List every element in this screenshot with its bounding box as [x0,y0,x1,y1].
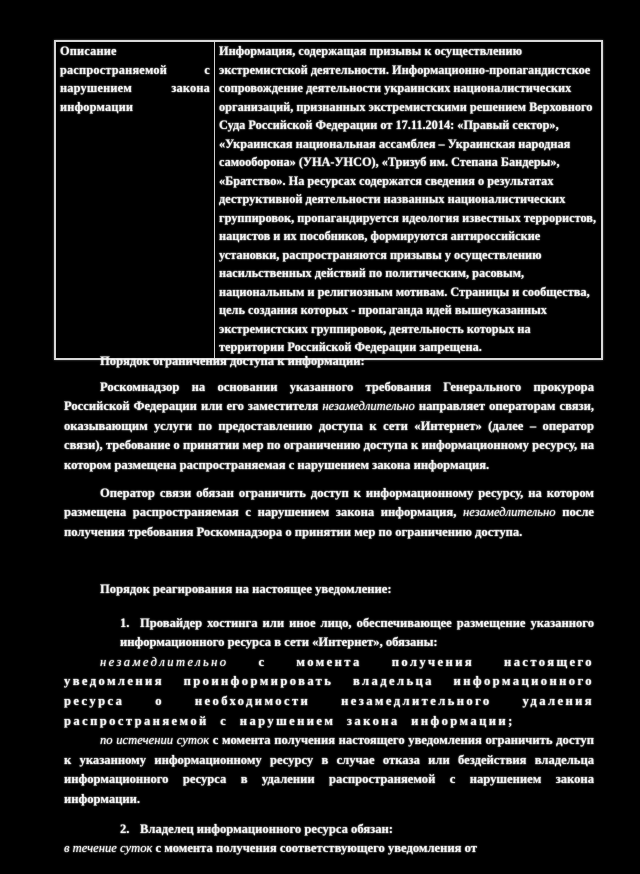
paragraph-text: Роскомнадзор на основании указанного требования Генерального прокурора Российской Федерации или его заместителя [64,379,594,414]
emphasis-text: по истечении суток [100,733,210,748]
list-number: 1. [120,615,130,630]
access-restriction-section [64,352,594,542]
table-label-cell: Описание распространяемой с нарушением закона информации [55,41,215,359]
paragraph-owner-within-day [64,839,594,859]
paragraph-roskomnadzor [64,378,594,476]
section-heading-access-restriction: Порядок ограничения доступа к информации: [100,354,365,368]
emphasis-text: незамедлительно [100,654,229,669]
list-item-text: Владелец информационного ресурса обязан: [140,821,393,836]
paragraph-text: с момента получения настоящего уведомления проинформировать владельца информационного ресурса о необходимости незамедлительного удаления распространяемой с нарушением закона информации; [64,654,594,728]
table-row [55,41,602,359]
emphasis-text: незамедлительно [322,399,415,414]
paragraph-operator [64,484,594,543]
paragraph-text: направляет операторам связи, оказывающим услуги по предоставлению доступа к сети «Интернет» (далее – оператор связи), требование о принятии мер по ограничению доступа к информационному ресурсу, на котором размещена распространяемая с нарушением закона информация. [64,399,594,472]
information-description-table [54,40,603,360]
paragraph-text: Оператор связи обязан ограничить доступ к информационному ресурсу, на котором размещена распространяемая с нарушением закона информация, [64,485,594,520]
list-item-hosting-provider [64,614,594,653]
paragraph-hosting-restrict [64,731,594,809]
paragraph-text: с момента получения настоящего уведомления ограничить доступ к указанному информационному ресурсу в случае отказа или бездействия владельца информационного ресурса в удалении распространяемой с нарушением закона информации. [64,733,594,806]
section-heading-response-procedure: Порядок реагирования на настоящее уведомление: [100,582,392,596]
paragraph-text: с момента получения соответствующего уведомления от [152,841,477,856]
list-number: 2. [120,821,130,836]
list-item-resource-owner [64,820,594,840]
emphasis-text: в течение суток [64,841,153,856]
table-value-cell: Информация, содержащая призывы к осуществлению экстремистской деятельности. Информационно-пропагандистское сопровождение деятельности украинских националистических организаций, признанных экстремистскими решением Верховного Суда Российской Федерации от 17.11.2014: «Правый сектор», «Украинская национальная ассамблея – Украинская народная самооборона» (УНА-УНСО), «Тризуб им. Степана Бандеры», «Братство». На ресурсах содержатся сведения о результатах деструктивной деятельности названных националистических группировок, пропагандируется идеология известных террористов, нацистов и их пособников, формируются антироссийские установки, распространяются призывы у осуществлению насильственных действий по политическим, расовым, национальным и религиозным мотивам. Страницы и сообщества, цель создания которых - пропаганда идей вышеуказанных экстремистских группировок, деятельность которых на территории Российской Федерации запрещена. [215,41,603,359]
list-item-text: Провайдер хостинга или иное лицо, обеспечивающее размещение указанного информационного ресурса в сети «Интернет», обязаны: [120,615,594,650]
response-procedure-section [64,580,594,859]
paragraph-text: после получения требования Роскомнадзора о принятии мер по ограничению доступа. [64,505,594,539]
paragraph-hosting-inform [64,653,594,731]
emphasis-text: незамедлительно [463,505,556,520]
